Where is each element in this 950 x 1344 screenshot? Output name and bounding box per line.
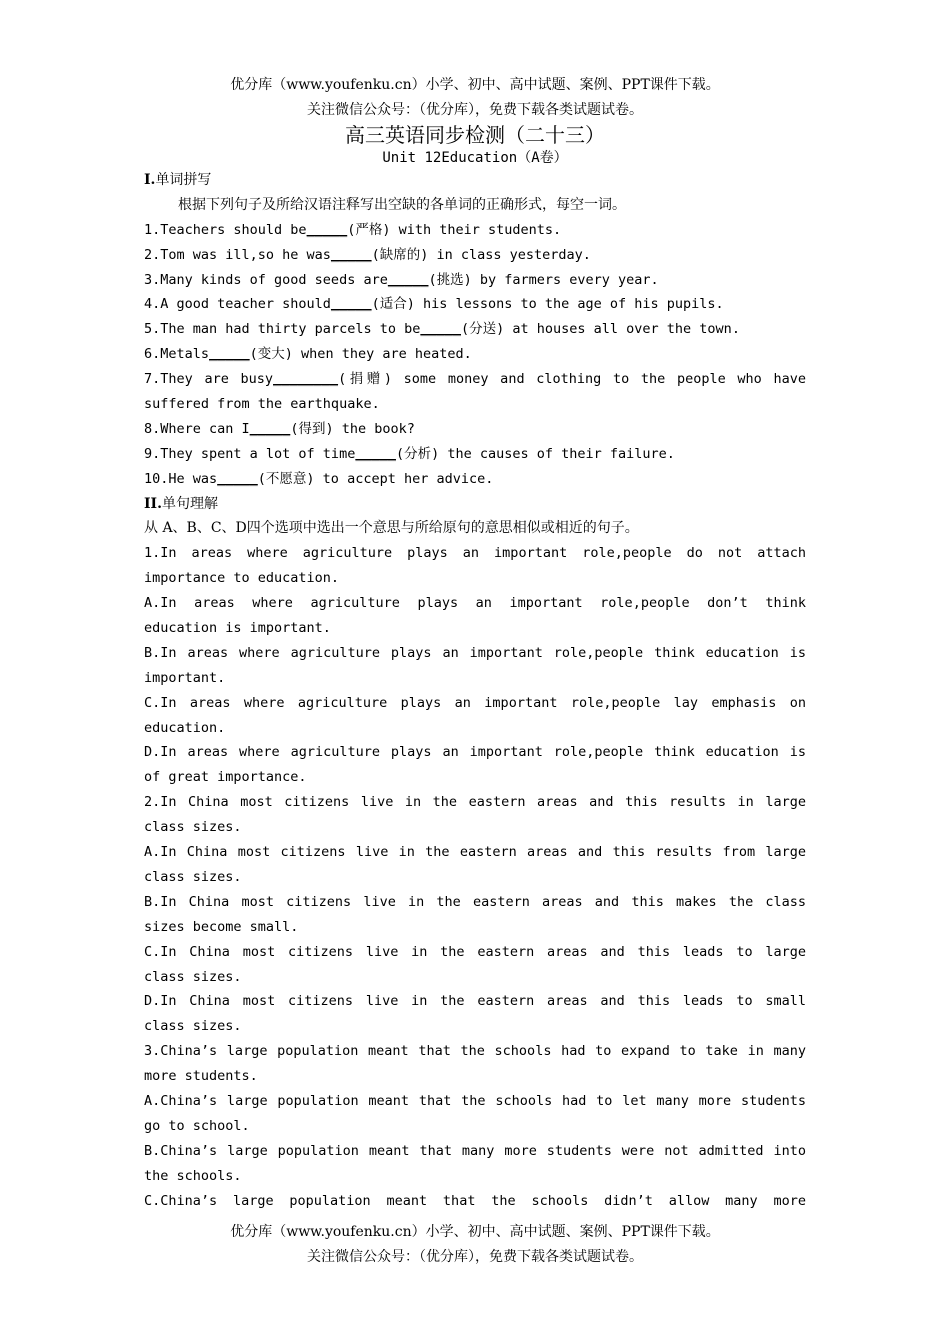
section-2-title: 单句理解 bbox=[161, 495, 218, 512]
item-hint: (得到) the book? bbox=[290, 420, 415, 437]
question-line-continued: class sizes. bbox=[144, 868, 242, 885]
section-2-instruction: 从 A、B、C、D四个选项中选出一个意思与所给原句的意思相似或相近的句子。 bbox=[144, 520, 639, 537]
page-title: 高三英语同步检测（二十三） bbox=[345, 123, 605, 147]
spelling-item bbox=[144, 417, 806, 442]
item-text: 3.Many kinds of good seeds are bbox=[144, 271, 388, 288]
item-hint: (严格) with their students. bbox=[347, 221, 562, 238]
item-hint: (不愿意) to accept her advice. bbox=[257, 470, 494, 487]
item-text: 9.They spent a lot of time bbox=[144, 445, 356, 462]
question-line-continued: education is important. bbox=[144, 620, 331, 637]
spelling-item bbox=[144, 442, 806, 467]
spelling-item bbox=[144, 342, 806, 367]
question-line: A.In areas where agriculture plays an important role,people don’t think bbox=[144, 595, 806, 612]
item-hint: (捐赠) some money and clothing to the people who have bbox=[338, 371, 806, 388]
spelling-item bbox=[144, 292, 806, 317]
answer-blank[interactable]: _____ bbox=[306, 221, 348, 238]
answer-blank[interactable]: _____ bbox=[387, 271, 429, 288]
spelling-item bbox=[144, 367, 806, 392]
answer-blank[interactable]: _____ bbox=[249, 420, 291, 437]
item-hint: (适合) his lessons to the age of his pupils. bbox=[371, 296, 724, 313]
section-2-lines bbox=[144, 541, 806, 1213]
spelling-item bbox=[144, 268, 806, 293]
item-text: 4.A good teacher should bbox=[144, 296, 331, 313]
item-text: 10.He was bbox=[144, 470, 218, 487]
answer-blank[interactable]: _____ bbox=[209, 346, 250, 363]
question-line-continued: class sizes. bbox=[144, 1018, 242, 1035]
answer-blank[interactable]: _____ bbox=[355, 445, 396, 462]
question-line: B.In areas where agriculture plays an important role,people think education is bbox=[144, 644, 806, 661]
item-hint: (变大) when they are heated. bbox=[249, 346, 472, 363]
document-body bbox=[144, 168, 806, 1213]
item-hint: (分送) at houses all over the town. bbox=[460, 321, 740, 338]
answer-blank[interactable]: _____ bbox=[330, 246, 372, 263]
page-subtitle: Unit 12Education（A卷） bbox=[382, 150, 568, 166]
spelling-item bbox=[144, 243, 806, 268]
question-line: A.In China most citizens live in the eastern areas and this results from large bbox=[144, 844, 806, 861]
spelling-item bbox=[144, 317, 806, 342]
item-text: 1.Teachers should be bbox=[144, 221, 307, 238]
spelling-item bbox=[144, 467, 806, 492]
spelling-item bbox=[144, 218, 806, 243]
question-line: B.In China most citizens live in the eastern areas and this makes the class bbox=[144, 893, 806, 910]
spelling-item-continued: suffered from the earthquake. bbox=[144, 396, 380, 413]
question-line-continued: sizes become small. bbox=[144, 918, 299, 935]
section-1-heading bbox=[144, 168, 806, 193]
question-line-continued: important. bbox=[144, 669, 226, 686]
answer-blank[interactable]: _____ bbox=[330, 296, 372, 313]
section-2-heading bbox=[144, 492, 806, 517]
question-line-continued: class sizes. bbox=[144, 968, 242, 985]
item-hint: (缺席的) in class yesterday. bbox=[371, 246, 591, 263]
item-hint: (挑选) by farmers every year. bbox=[428, 271, 659, 288]
section-1-instruction: 根据下列句子及所给汉语注释写出空缺的各单词的正确形式，每空一词。 bbox=[178, 196, 626, 213]
question-line-continued: go to school. bbox=[144, 1117, 250, 1134]
question-line: A.China’s large population meant that the schools had to let many more students bbox=[144, 1092, 806, 1109]
item-text: 8.Where can I bbox=[144, 420, 250, 437]
question-line-continued: importance to education. bbox=[144, 570, 340, 587]
question-line: 3.China’s large population meant that the schools had to expand to take in many bbox=[144, 1043, 806, 1060]
question-line-continued: education. bbox=[144, 719, 226, 736]
item-text: 5.The man had thirty parcels to be bbox=[144, 321, 421, 338]
item-text: 6.Metals bbox=[144, 346, 210, 363]
question-line: C.China’s large population meant that the schools didn’t allow many more bbox=[144, 1192, 806, 1209]
question-line-continued: more students. bbox=[144, 1068, 258, 1085]
answer-blank[interactable]: _____ bbox=[217, 470, 258, 487]
item-text: 7.They are busy bbox=[144, 371, 274, 388]
question-line: B.China’s large population meant that many more students were not admitted into bbox=[144, 1142, 806, 1159]
question-line-continued: the schools. bbox=[144, 1167, 242, 1184]
question-line: 2.In China most citizens live in the eastern areas and this results in large bbox=[144, 794, 806, 811]
answer-blank[interactable]: ________ bbox=[273, 371, 339, 388]
question-line: 1.In areas where agriculture plays an important role,people do not attach bbox=[144, 545, 806, 562]
question-line: C.In China most citizens live in the eastern areas and this leads to large bbox=[144, 943, 806, 960]
question-line: D.In areas where agriculture plays an important role,people think education is bbox=[144, 744, 806, 761]
section-1-title: 单词拼写 bbox=[155, 172, 212, 188]
footer-line-2: 关注微信公众号：（优分库），免费下载各类试题试卷。 bbox=[307, 1249, 643, 1265]
question-line-continued: class sizes. bbox=[144, 819, 242, 836]
item-text: 2.Tom was ill,so he was bbox=[144, 246, 331, 263]
section-2-number: II. bbox=[144, 495, 162, 512]
question-line-continued: of great importance. bbox=[144, 769, 307, 786]
header-line-2: 关注微信公众号：（优分库），免费下载各类试题试卷。 bbox=[307, 102, 643, 118]
header-line-1: 优分库（www.youfenku.cn）小学、初中、高中试题、案例、PPT课件下载。 bbox=[230, 77, 720, 93]
question-line: C.In areas where agriculture plays an important role,people lay emphasis on bbox=[144, 694, 806, 711]
section-1-number: I. bbox=[144, 172, 156, 188]
question-line: D.In China most citizens live in the eastern areas and this leads to small bbox=[144, 993, 806, 1010]
section-1-items bbox=[144, 218, 806, 492]
answer-blank[interactable]: _____ bbox=[420, 321, 461, 338]
footer-line-1: 优分库（www.youfenku.cn）小学、初中、高中试题、案例、PPT课件下载。 bbox=[230, 1224, 720, 1240]
item-hint: (分析) the causes of their failure. bbox=[395, 445, 675, 462]
